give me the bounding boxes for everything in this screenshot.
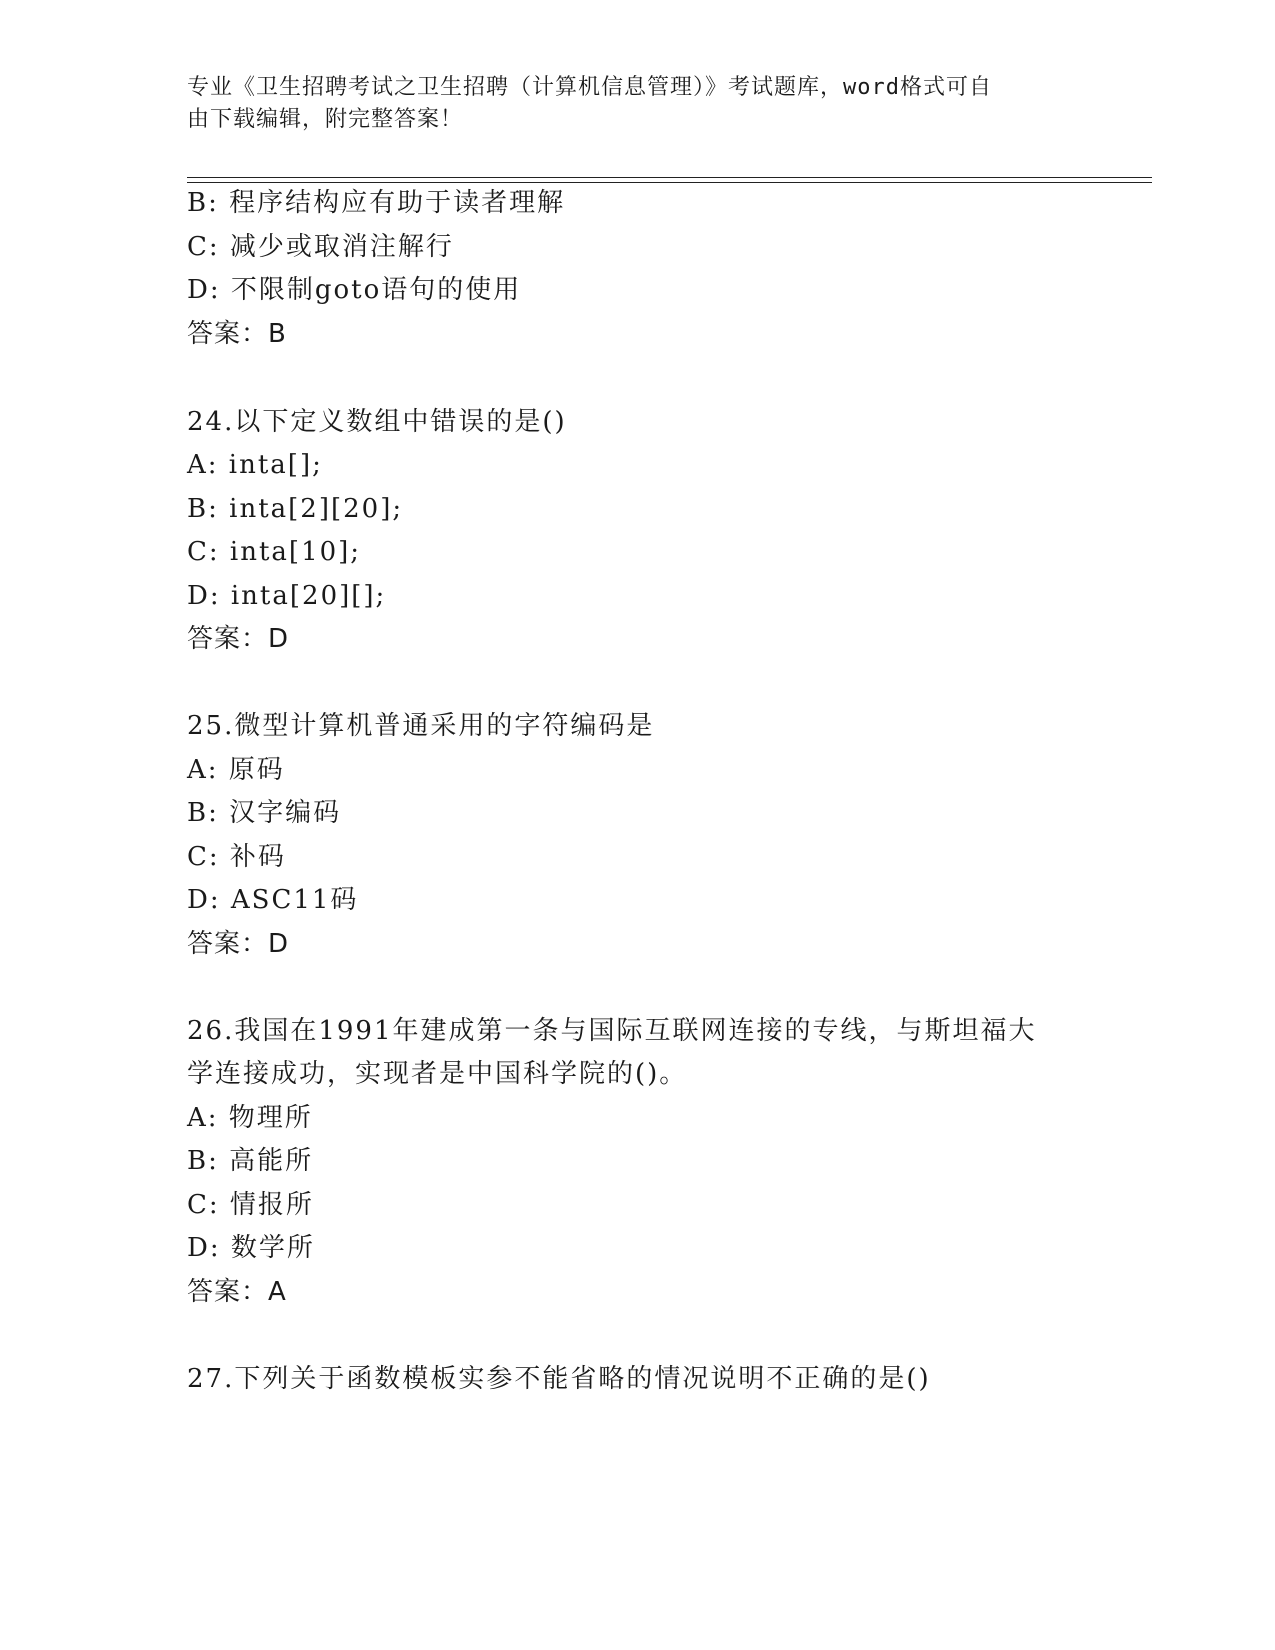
- q26-option-a: A: 物理所: [187, 1103, 313, 1133]
- header-rule-bottom: [187, 182, 1152, 183]
- q25-answer: 答案：D: [187, 929, 290, 959]
- prev-option-b: B: 程序结构应有助于读者理解: [187, 188, 566, 218]
- q25-stem: 25.微型计算机普通采用的字符编码是: [187, 711, 655, 741]
- q26-option-b: B: 高能所: [187, 1146, 314, 1176]
- q25-option-d: D: ASC11码: [187, 885, 359, 915]
- q24-option-a: A: inta[];: [187, 450, 323, 480]
- header-rule-top: [187, 177, 1152, 178]
- q24-stem: 24.以下定义数组中错误的是(): [187, 407, 567, 437]
- prev-option-c: C: 减少或取消注解行: [187, 232, 454, 262]
- header-line-2: 由下载编辑，附完整答案！: [187, 107, 464, 132]
- prev-answer: 答案：B: [187, 319, 287, 349]
- q24-option-c: C: inta[10];: [187, 537, 362, 567]
- q26-stem-line-2: 学连接成功，实现者是中国科学院的()。: [187, 1059, 688, 1089]
- header-line-1: 专业《卫生招聘考试之卫生招聘（计算机信息管理）》考试题库，word格式可自: [187, 75, 992, 100]
- document-header: [187, 72, 1067, 136]
- q25-option-b: B: 汉字编码: [187, 798, 342, 828]
- q26-answer: 答案：A: [187, 1277, 287, 1307]
- q26-option-d: D: 数学所: [187, 1233, 315, 1263]
- q24-option-d: D: inta[20][];: [187, 581, 387, 611]
- q24-answer: 答案：D: [187, 624, 290, 654]
- q24-option-b: B: inta[2][20];: [187, 494, 404, 524]
- q25-option-c: C: 补码: [187, 842, 286, 872]
- q27-stem: 27.下列关于函数模板实参不能省略的情况说明不正确的是(): [187, 1364, 931, 1394]
- prev-option-d: D: 不限制goto语句的使用: [187, 275, 522, 305]
- q26-stem-line-1: 26.我国在1991年建成第一条与国际互联网连接的专线，与斯坦福大: [187, 1016, 1037, 1046]
- q25-option-a: A: 原码: [187, 755, 285, 785]
- q26-option-c: C: 情报所: [187, 1190, 314, 1220]
